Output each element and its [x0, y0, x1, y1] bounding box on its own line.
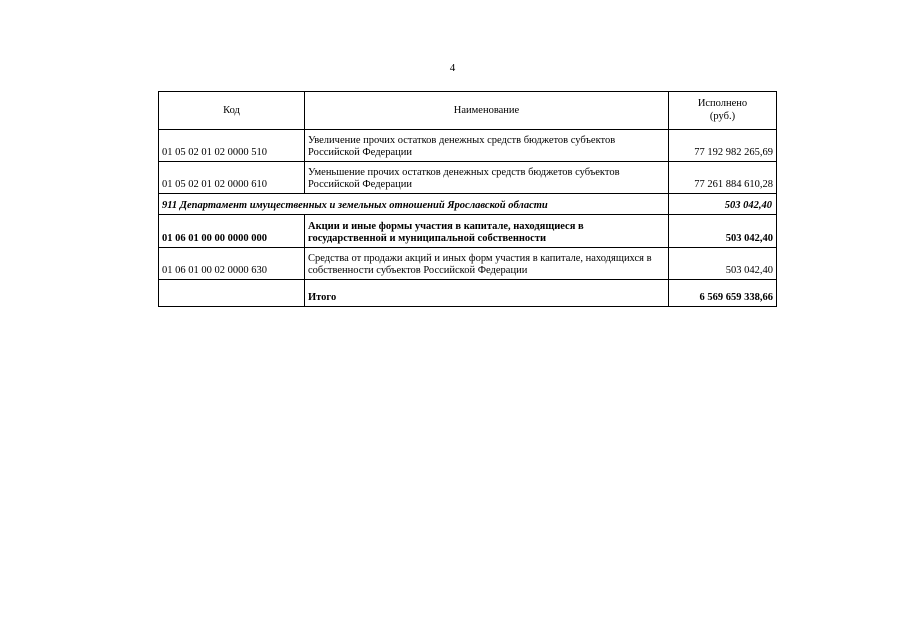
row-name: Уменьшение прочих остатков денежных средств бюджетов субъектов Российской Федерации [305, 162, 669, 194]
row-name: Средства от продажи акций и иных форм участия в капитале, находящихся в собственности субъектов Российской Федерации [305, 248, 669, 280]
row-code: 01 05 02 01 02 0000 610 [159, 162, 305, 194]
table-row [159, 130, 777, 162]
row-code: 01 05 02 01 02 0000 510 [159, 130, 305, 162]
row-sum: 77 192 982 265,69 [669, 130, 777, 162]
budget-table [158, 91, 777, 307]
table-row [159, 162, 777, 194]
department-sum: 503 042,40 [669, 194, 777, 215]
total-code-empty [159, 280, 305, 307]
header-name: Наименование [305, 92, 669, 130]
row-sum: 503 042,40 [669, 215, 777, 248]
total-sum: 6 569 659 338,66 [669, 280, 777, 307]
table-row [159, 248, 777, 280]
total-row [159, 280, 777, 307]
department-label: 911 Департамент имущественных и земельных отношений Ярославской области [159, 194, 669, 215]
header-sum [669, 92, 777, 130]
row-name: Акции и иные формы участия в капитале, находящиеся в государственной и муниципальной собственности [305, 215, 669, 248]
row-code: 01 06 01 00 00 0000 000 [159, 215, 305, 248]
table-row [159, 215, 777, 248]
row-code: 01 06 01 00 02 0000 630 [159, 248, 305, 280]
header-sum-line1: Исполнено [697, 98, 748, 109]
table-header-row [159, 92, 777, 130]
header-sum-line2: (руб.) [709, 111, 736, 122]
row-sum: 503 042,40 [669, 248, 777, 280]
row-name: Увеличение прочих остатков денежных средств бюджетов субъектов Российской Федерации [305, 130, 669, 162]
department-row [159, 194, 777, 215]
header-code: Код [159, 92, 305, 130]
row-sum: 77 261 884 610,28 [669, 162, 777, 194]
page-number: 4 [449, 62, 456, 74]
total-label: Итого [305, 280, 669, 307]
